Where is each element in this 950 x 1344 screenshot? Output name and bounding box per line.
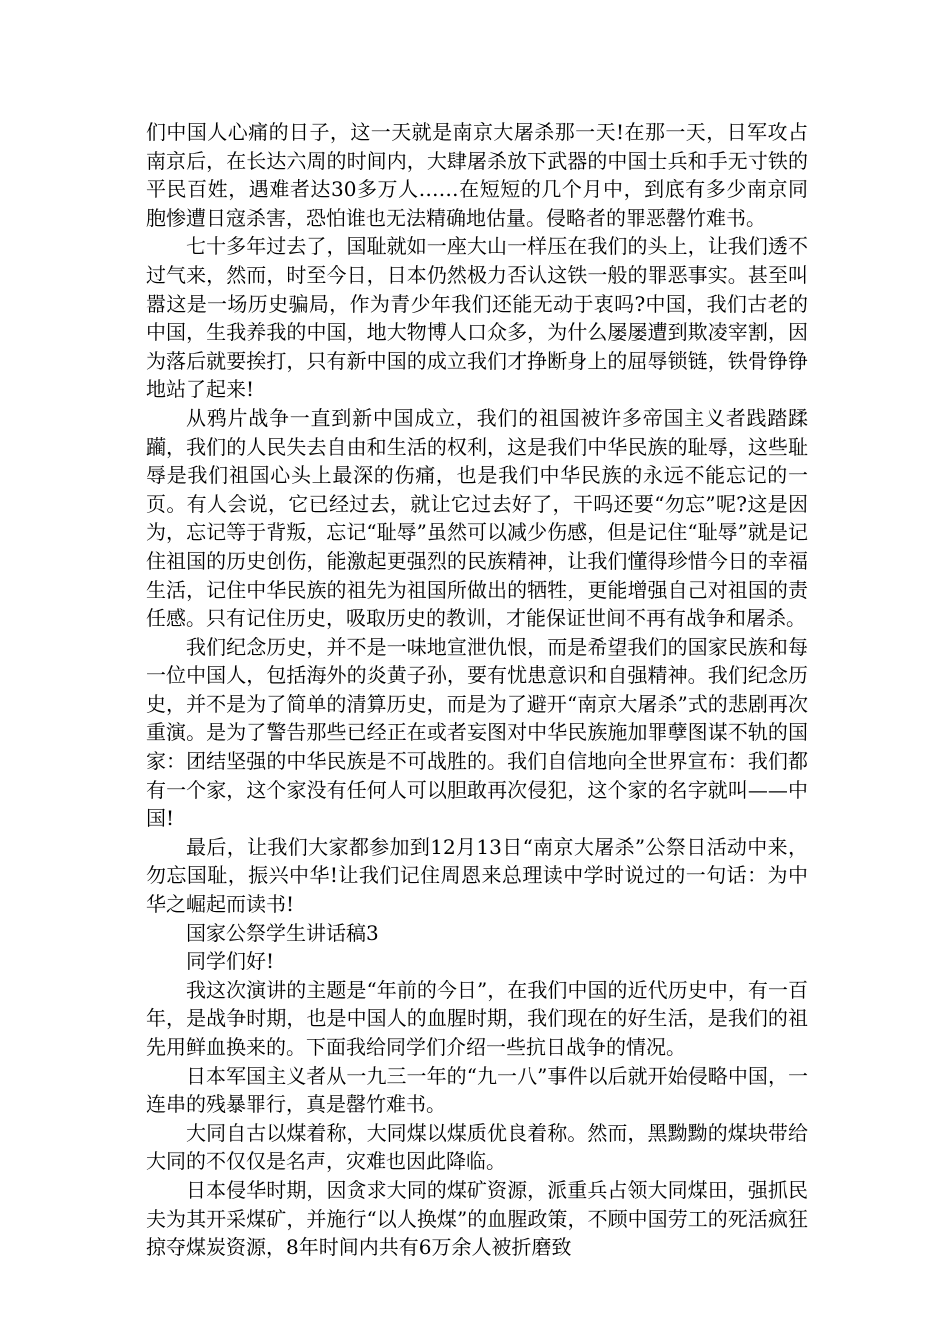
document-page [146,118,808,1262]
section-heading: 国家公祭学生讲话稿3 [186,920,379,945]
greeting: 同学们好! [186,949,275,974]
paragraph-japanese-occupation: 日本侵华时期，因贪求大同的煤矿资源，派重兵占领大同煤田，强抓民夫为其开采煤矿，并施行“以人换煤”的血腥政策，不顾中国劳工的死活疯狂掠夺煤炭资源，8年时间内共有6万余人被折磨致 [146,1177,808,1260]
paragraph-september-18: 日本军国主义者从一九三一年的“九一八”事件以后就开始侵略中国，一连串的残暴罪行，真是罄竹难书。 [146,1063,808,1117]
paragraph-speech-topic: 我这次演讲的主题是“年前的今日”，在我们中国的近代历史中，有一百年，是战争时期，也是中国人的血腥时期，我们现在的好生活，是我们的祖先用鲜血换来的。下面我给同学们介绍一些抗日战争的情况。 [146,977,808,1059]
paragraph-continued-nanjing-massacre: 们中国人心痛的日子，这一天就是南京大屠杀那一天!在那一天，日军攻占南京后，在长达六周的时间内，大肆屠杀放下武器的中国士兵和手无寸铁的平民百姓，遇难者达30多万人……在短短的几个月中，到底有多少南京同胞惨遭日寇杀害，恐怕谁也无法精确地估量。侵略者的罪恶罄竹难书。 [146,120,808,230]
paragraph-datong-coal: 大同自古以煤着称，大同煤以煤质优良着称。然而，黑黝黝的煤块带给大同的不仅仅是名声，灾难也因此降临。 [146,1120,808,1174]
paragraph-commemorating-history: 我们纪念历史，并不是一味地宣泄仇恨，而是希望我们的国家民族和每一位中国人，包括海外的炎黄子孙，要有忧患意识和自强精神。我们纪念历史，并不是为了简单的清算历史，而是为了避开“南京大屠杀”式的悲剧再次重演。是为了警告那些已经正在或者妄图对中华民族施加罪孽图谋不轨的国家：团结坚强的中华民族是不可战胜的。我们自信地向全世界宣布：我们都有一个家，这个家没有任何人可以胆敢再次侵犯，这个家的名字就叫——中国! [146,634,808,831]
paragraph-national-humiliation: 七十多年过去了，国耻就如一座大山一样压在我们的头上，让我们透不过气来，然而，时至今日，日本仍然极力否认这铁一般的罪恶事实。甚至叫嚣这是一场历史骗局，作为青少年我们还能无动于衷吗?中国，我们古老的中国，生我养我的中国，地大物博人口众多，为什么屡屡遭到欺凌宰割，因为落后就要挨打，只有新中国的成立我们才挣断身上的屈辱锁链，铁骨铮铮地站了起来! [146,234,808,402]
paragraph-opium-war-history: 从鸦片战争一直到新中国成立，我们的祖国被许多帝国主义者践踏蹂躏，我们的人民失去自由和生活的权利，这是我们中华民族的耻辱，这些耻辱是我们祖国心头上最深的伤痛，也是我们中华民族的永远不能忘记的一页。有人会说，它已经过去，就让它过去好了，干吗还要“勿忘”呢?这是因为，忘记等于背叛，忘记“耻辱”虽然可以减少伤感，但是记住“耻辱”就是记住祖国的历史创伤，能激起更强烈的民族精神，让我们懂得珍惜今日的幸福生活，记住中华民族的祖先为祖国所做出的牺牲，更能增强自己对祖国的责任感。只有记住历史，吸取历史的教训，才能保证世间不再有战争和屠杀。 [146,405,808,631]
paragraph-closing-call: 最后，让我们大家都参加到12月13日“南京大屠杀”公祭日活动中来，勿忘国耻，振兴中华!让我们记住周恩来总理读中学时说过的一句话：为中华之崛起而读书! [146,834,808,917]
